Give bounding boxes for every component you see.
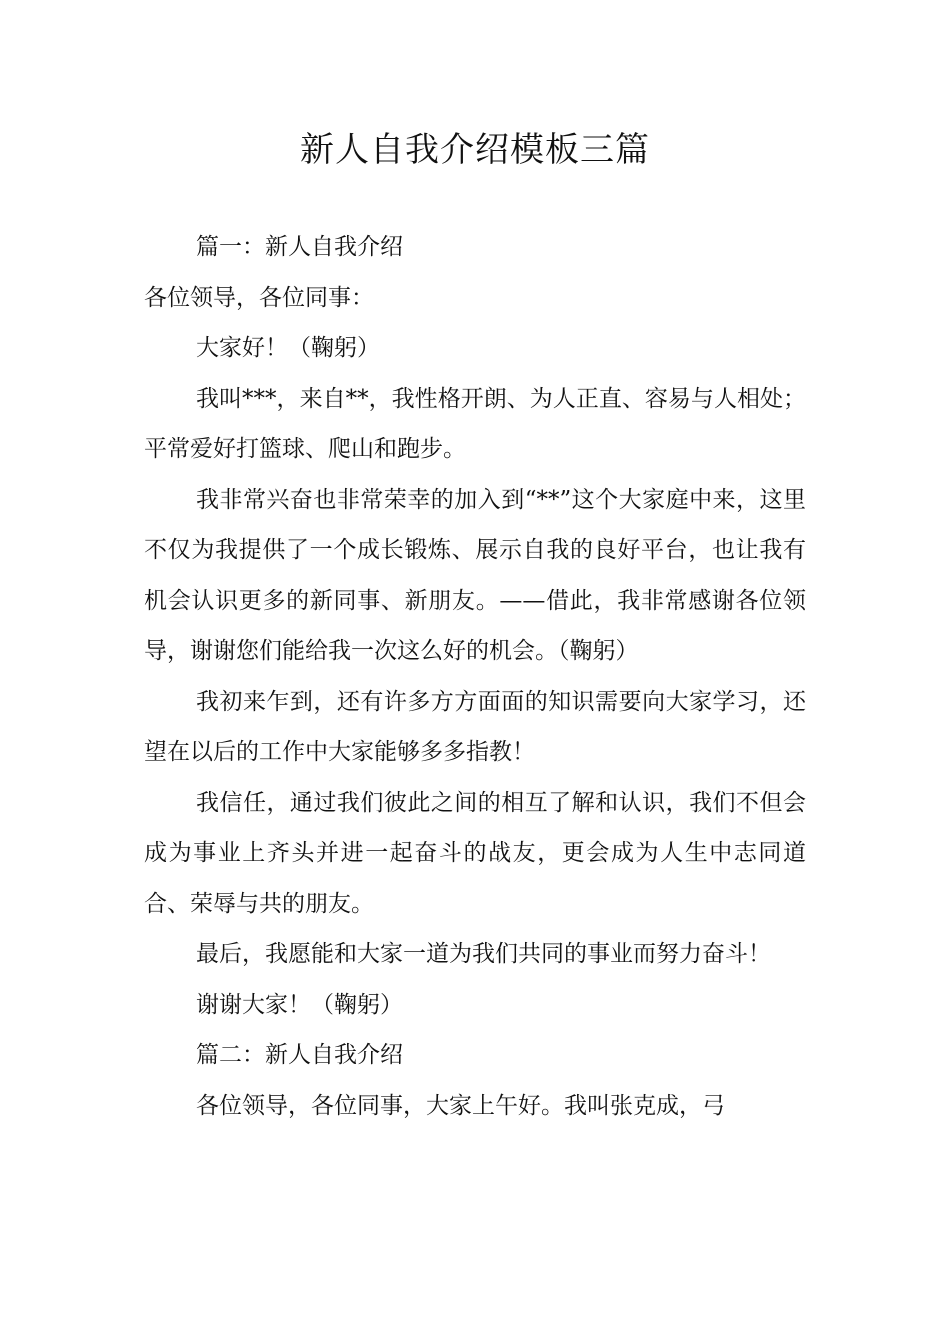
thanks-paragraph: 谢谢大家！（鞠躬） — [196, 991, 403, 1018]
document-title: 新人自我介绍模板三篇 — [300, 130, 650, 170]
salutation: 各位领导，各位同事： — [144, 284, 374, 311]
gratitude-paragraph: 我非常兴奋也非常荣幸的加入到“**”这个大家庭中来，这里不仅为我提供了一个成长锻炼、展示自我的良好平台，也让我有机会认识更多的新同事、新朋友。——借此，我非常感谢各位领导，谢谢您们能给我一次这么好的机会。（鞠躬） — [144, 486, 806, 664]
document-body — [144, 222, 806, 1131]
closing-paragraph: 最后，我愿能和大家一道为我们共同的事业而努力奋斗！ — [196, 941, 771, 967]
section-heading-1: 篇一：新人自我介绍 — [196, 234, 403, 260]
learning-paragraph: 我初来乍到，还有许多方方面面的知识需要向大家学习，还望在以后的工作中大家能够多多指教！ — [144, 688, 806, 765]
introduction-paragraph: 我叫***，来自**，我性格开朗、为人正直、容易与人相处；平常爱好打篮球、爬山和跑步。 — [144, 385, 806, 462]
section-heading-2: 篇二：新人自我介绍 — [196, 1042, 403, 1068]
greeting-paragraph: 大家好！（鞠躬） — [196, 335, 380, 361]
trust-paragraph: 我信任，通过我们彼此之间的相互了解和认识，我们不但会成为事业上齐头并进一起奋斗的战友，更会成为人生中志同道合、荣辱与共的朋友。 — [144, 789, 806, 917]
section-2-opening-paragraph: 各位领导，各位同事，大家上午好。我叫张克成，弓 — [196, 1092, 725, 1119]
